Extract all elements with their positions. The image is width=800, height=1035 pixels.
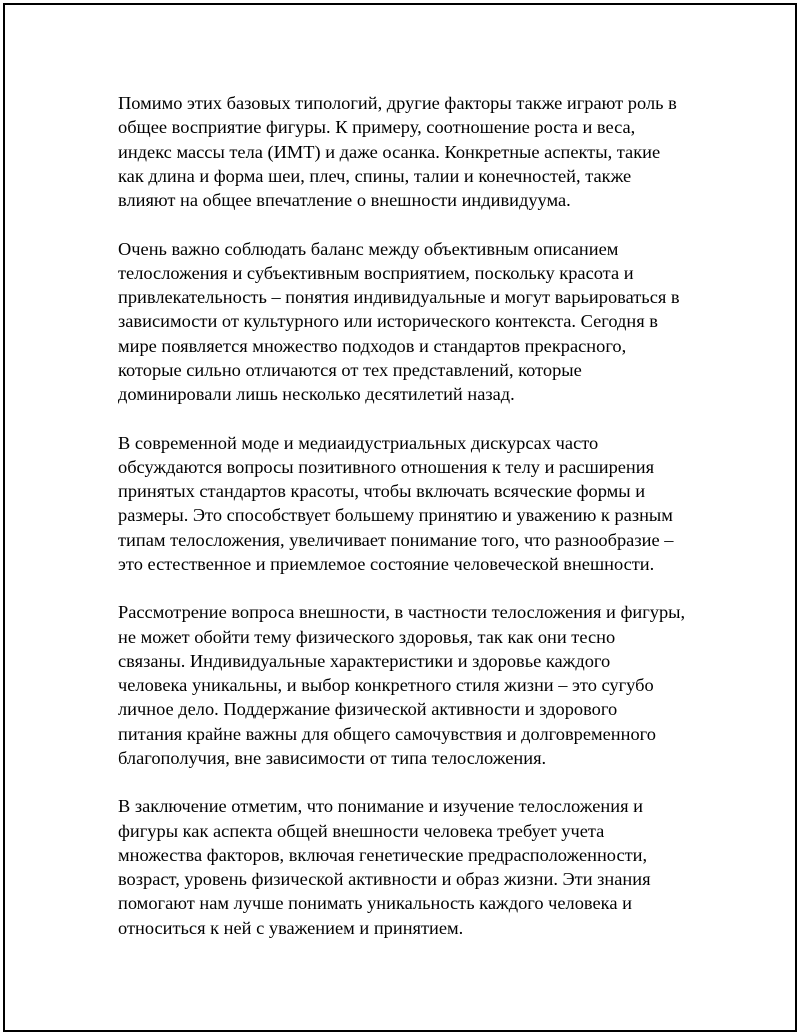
paragraph bbox=[118, 431, 708, 577]
text-line: возраст, уровень физической активности и образ жизни. Эти знания bbox=[118, 869, 651, 889]
text-line: типам телосложения, увеличивает понимание того, что разнообразие – bbox=[118, 529, 674, 550]
document-body bbox=[118, 91, 708, 940]
text-line: как длина и форма шеи, плеч, спины, талии и конечностей, также bbox=[118, 165, 632, 186]
text-line: зависимости от культурного или исторического контекста. Сегодня в bbox=[118, 311, 658, 332]
text-line: обсуждаются вопросы позитивного отношения к телу и расширения bbox=[118, 456, 655, 477]
text-line: принятых стандартов красоты, чтобы включать всяческие формы и bbox=[118, 481, 646, 501]
text-line: это естественное и приемлемое состояние человеческой внешности. bbox=[118, 553, 655, 574]
text-line: личное дело. Поддержание физической активности и здорового bbox=[118, 699, 618, 720]
text-line: Рассмотрение вопроса внешности, в частности телосложения и фигуры, bbox=[118, 602, 686, 623]
paragraph bbox=[118, 794, 708, 940]
text-line: привлекательность – понятия индивидуальные и могут варьироваться в bbox=[118, 287, 680, 307]
text-line: Очень важно соблюдать баланс между объективным описанием bbox=[118, 238, 619, 259]
text-line: фигуры как аспекта общей внешности человека требует учета bbox=[118, 820, 605, 841]
paragraph bbox=[118, 91, 708, 212]
text-line: которые сильно отличаются от тех представлений, которые bbox=[118, 359, 582, 380]
paragraph bbox=[118, 600, 708, 770]
text-line: В современной моде и медиаидустриальных дискурсах часто bbox=[118, 432, 599, 453]
text-line: человека уникальны, и выбор конкретного стиля жизни – это сугубо bbox=[118, 675, 654, 695]
text-line: благополучия, вне зависимости от типа телосложения. bbox=[118, 747, 547, 768]
text-line: питания крайне важны для общего самочувствия и долговременного bbox=[118, 723, 656, 744]
text-line: Помимо этих базовых типологий, другие факторы также играют роль в bbox=[118, 93, 677, 113]
text-line: влияют на общее впечатление о внешности индивидуума. bbox=[118, 190, 571, 210]
text-line: общее восприятие фигуры. К примеру, соотношение роста и веса, bbox=[118, 117, 636, 138]
text-line: индекс массы тела (ИМТ) и даже осанка. Конкретные аспекты, такие bbox=[118, 141, 661, 162]
text-line: доминировали лишь несколько десятилетий назад. bbox=[118, 384, 515, 404]
text-line: телосложения и субъективным восприятием, поскольку красота и bbox=[118, 262, 634, 283]
text-line: относиться к ней с уважением и принятием. bbox=[118, 917, 464, 938]
text-line: не может обойти тему физического здоровья, так как они тесно bbox=[118, 626, 616, 647]
text-line: связаны. Индивидуальные характеристики и здоровье каждого bbox=[118, 650, 611, 671]
paragraph bbox=[118, 237, 708, 407]
text-line: мире появляется множество подходов и стандартов прекрасного, bbox=[118, 335, 627, 356]
text-line: множества факторов, включая генетические предрасположенности, bbox=[118, 844, 648, 865]
text-line: В заключение отметим, что понимание и изучение телосложения и bbox=[118, 796, 644, 817]
text-line: помогают нам лучше понимать уникальность каждого человека и bbox=[118, 893, 632, 914]
text-line: размеры. Это способствует большему принятию и уважению к разным bbox=[118, 505, 673, 526]
